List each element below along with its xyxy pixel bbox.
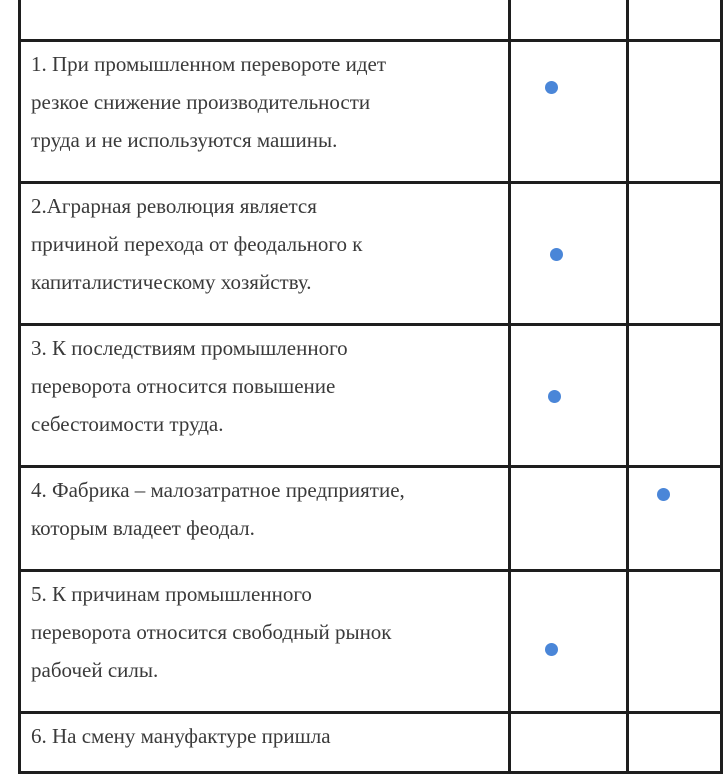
- answer-true-cell[interactable]: [510, 41, 628, 183]
- statement-text: 6. На смену мануфактуре пришла: [31, 724, 331, 748]
- statement-text: 1. При промышленном перевороте идет резкое снижение производительности труда и не используются машины.: [31, 52, 387, 152]
- statement-cell: [20, 571, 510, 713]
- statement-text: 3. К последствиям промышленного переворота относится повышение себестоимости труда.: [31, 336, 348, 436]
- selected-mark-dot: [657, 488, 670, 501]
- answer-false-cell[interactable]: [628, 183, 722, 325]
- selected-mark-dot: [550, 248, 563, 261]
- statement-text: 2.Аграрная революция является причиной перехода от феодального к капиталистическому хозяйству.: [31, 194, 363, 294]
- answer-true-cell[interactable]: [510, 183, 628, 325]
- table-row: [20, 183, 722, 325]
- answer-false-cell[interactable]: [628, 41, 722, 183]
- header-statement-cell: [20, 0, 510, 41]
- statement-cell: [20, 713, 510, 773]
- header-true-cell: [510, 0, 628, 41]
- table-row: [20, 467, 722, 571]
- statement-cell: [20, 325, 510, 467]
- answer-false-cell[interactable]: [628, 467, 722, 571]
- table-row: [20, 713, 722, 773]
- header-false-cell: [628, 0, 722, 41]
- answer-true-cell[interactable]: [510, 467, 628, 571]
- statement-text: 5. К причинам промышленного переворота относится свободный рынок рабочей силы.: [31, 582, 392, 682]
- statement-cell: [20, 41, 510, 183]
- table-row: [20, 571, 722, 713]
- header-false-label: [629, 0, 720, 9]
- answer-true-cell[interactable]: [510, 713, 628, 773]
- answer-true-cell[interactable]: [510, 571, 628, 713]
- selected-mark-dot: [545, 81, 558, 94]
- answer-false-cell[interactable]: [628, 571, 722, 713]
- table-header-row: [20, 0, 722, 41]
- selected-mark-dot: [548, 390, 561, 403]
- true-false-table: [18, 0, 723, 774]
- answer-true-cell[interactable]: [510, 325, 628, 467]
- statement-text: 4. Фабрика – малозатратное предприятие, которым владеет феодал.: [31, 478, 405, 540]
- selected-mark-dot: [545, 643, 558, 656]
- table-row: [20, 325, 722, 467]
- statement-cell: [20, 183, 510, 325]
- statement-cell: [20, 467, 510, 571]
- answer-false-cell[interactable]: [628, 325, 722, 467]
- header-true-label: [511, 0, 626, 9]
- table-row: [20, 41, 722, 183]
- answer-false-cell[interactable]: [628, 713, 722, 773]
